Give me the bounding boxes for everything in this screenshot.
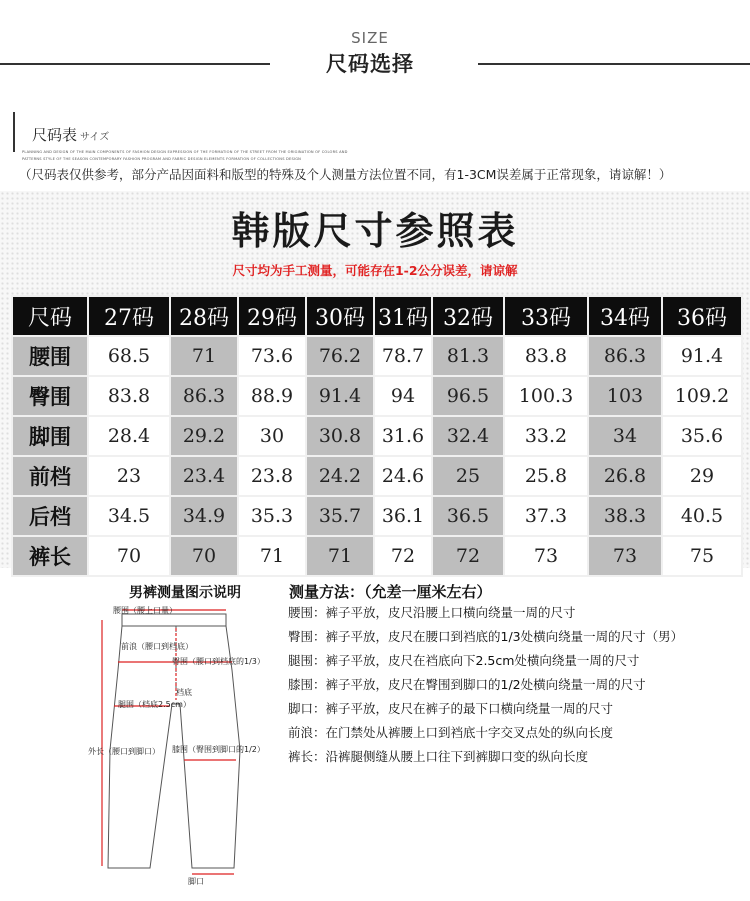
table-row [12, 456, 742, 496]
table-cell: 32.4 [432, 416, 504, 456]
diagram-title: 男裤测量图示说明 [129, 585, 241, 601]
chart-title: 韩版尺寸参照表 [231, 209, 519, 253]
label-knee: 膝围（臀围到脚口的1/2） [172, 745, 265, 754]
table-cell: 28.4 [88, 416, 170, 456]
table-row [12, 376, 742, 416]
table-cell: 29.2 [170, 416, 238, 456]
method-line: 臀围：裤子平放，皮尺在腰口到裆底的1/3处横向绕量一周的尺寸（男） [288, 629, 684, 644]
table-cell: 100.3 [504, 376, 588, 416]
method-line: 膝围：裤子平放，皮尺在臀围到脚口的1/2处横向绕量一周的尺寸 [288, 677, 646, 692]
table-cell: 34 [588, 416, 662, 456]
table-cell: 23.4 [170, 456, 238, 496]
fine-print-line-1: PLANNING AND DESIGN OF THE MAIN COMPONENTS OF FASHION DESIGN EXPRESSION OF THE FORMATION OF THE STREET FROM THE ORIGINATION OF COLORS AND [22, 150, 348, 154]
row-label: 臀围 [12, 376, 88, 416]
table-cell: 38.3 [588, 496, 662, 536]
table-cell: 29 [662, 456, 742, 496]
table-cell: 78.7 [374, 336, 432, 376]
size-header: 29码 [238, 296, 306, 336]
table-row [12, 496, 742, 536]
table-cell: 73 [504, 536, 588, 576]
label-outseam: 外长（腰口到脚口） [88, 747, 160, 756]
label-thigh: 腿围（档底2.5cm） [118, 700, 191, 709]
label-hem: 脚口 [188, 877, 204, 886]
row-label: 后档 [12, 496, 88, 536]
method-line: 裤长：沿裤腿侧缝从腰上口往下到裤脚口变的纵向长度 [288, 749, 589, 764]
row-label: 前档 [12, 456, 88, 496]
label-crotch: 档底 [176, 688, 192, 697]
table-cell: 109.2 [662, 376, 742, 416]
disclaimer-text: （尺码表仅供参考，部分产品因面料和版型的特殊及个人测量方法位置不同，有1-3CM误差属于正常现象，请谅解！） [19, 167, 672, 182]
fine-print-line-2: PATTERNS STYLE OF THE SEASON CONTEMPORARY FASHION PROGRAM AND FABRIC DESIGN ELEMENTS FORMATION OF COLLECTIONS DESIGN [22, 157, 302, 161]
label-waist: 腰围（腰上口量） [113, 606, 177, 615]
table-row [12, 416, 742, 456]
table-cell: 73 [588, 536, 662, 576]
table-cell: 91.4 [662, 336, 742, 376]
table-row [12, 336, 742, 376]
table-cell: 34.9 [170, 496, 238, 536]
table-cell: 23 [88, 456, 170, 496]
table-cell: 86.3 [588, 336, 662, 376]
size-header: 28码 [170, 296, 238, 336]
note-title-small: サイズ [80, 132, 110, 143]
size-header: 27码 [88, 296, 170, 336]
table-cell: 68.5 [88, 336, 170, 376]
table-cell: 73.6 [238, 336, 306, 376]
table-corner-header: 尺码 [12, 296, 88, 336]
section-title: 尺码选择 [326, 52, 414, 76]
note-title [32, 124, 109, 145]
table-cell: 83.8 [88, 376, 170, 416]
row-label: 裤长 [12, 536, 88, 576]
table-cell: 23.8 [238, 456, 306, 496]
size-header: 31码 [374, 296, 432, 336]
size-header: 32码 [432, 296, 504, 336]
table-cell: 75 [662, 536, 742, 576]
label-front-rise: 前浪（腰口到档底） [121, 642, 193, 651]
label-hip: 臀围（腰口到档底的1/3） [172, 657, 265, 666]
row-label: 脚围 [12, 416, 88, 456]
note-accent-bar [13, 112, 15, 152]
table-cell: 24.6 [374, 456, 432, 496]
section-title-en: SIZE [351, 29, 389, 47]
table-cell: 96.5 [432, 376, 504, 416]
table-cell: 72 [432, 536, 504, 576]
table-cell: 71 [170, 336, 238, 376]
table-cell: 36.5 [432, 496, 504, 536]
table-cell: 88.9 [238, 376, 306, 416]
method-line: 腰围：裤子平放，皮尺沿腰上口横向绕量一周的尺寸 [288, 605, 576, 620]
table-cell: 30 [238, 416, 306, 456]
table-cell: 34.5 [88, 496, 170, 536]
table-cell: 25.8 [504, 456, 588, 496]
table-cell: 71 [306, 536, 374, 576]
table-cell: 83.8 [504, 336, 588, 376]
table-cell: 72 [374, 536, 432, 576]
table-cell: 35.7 [306, 496, 374, 536]
table-cell: 76.2 [306, 336, 374, 376]
table-cell: 31.6 [374, 416, 432, 456]
table-cell: 37.3 [504, 496, 588, 536]
method-line: 前浪：在门禁处从裤腰上口到裆底十字交叉点处的纵向长度 [288, 725, 614, 740]
table-cell: 81.3 [432, 336, 504, 376]
size-header: 33码 [504, 296, 588, 336]
size-header: 36码 [662, 296, 742, 336]
table-cell: 103 [588, 376, 662, 416]
size-header: 30码 [306, 296, 374, 336]
note-title-text: 尺码表 [32, 126, 78, 144]
table-cell: 40.5 [662, 496, 742, 536]
table-cell: 86.3 [170, 376, 238, 416]
table-cell: 36.1 [374, 496, 432, 536]
size-table [11, 295, 743, 577]
table-cell: 26.8 [588, 456, 662, 496]
chart-subtitle: 尺寸均为手工测量，可能存在1-2公分误差，请谅解 [232, 263, 518, 278]
method-title: 测量方法：（允差一厘米左右） [289, 583, 492, 601]
table-cell: 71 [238, 536, 306, 576]
table-header-row [12, 296, 742, 336]
header-divider-right [478, 63, 750, 65]
table-cell: 24.2 [306, 456, 374, 496]
header-divider-left [0, 63, 270, 65]
row-label: 腰围 [12, 336, 88, 376]
table-cell: 30.8 [306, 416, 374, 456]
table-cell: 35.3 [238, 496, 306, 536]
table-cell: 25 [432, 456, 504, 496]
table-cell: 70 [170, 536, 238, 576]
table-cell: 33.2 [504, 416, 588, 456]
table-cell: 94 [374, 376, 432, 416]
method-line: 腿围：裤子平放，皮尺在裆底向下2.5cm处横向绕量一周的尺寸 [288, 653, 640, 668]
table-row [12, 536, 742, 576]
table-cell: 91.4 [306, 376, 374, 416]
table-cell: 70 [88, 536, 170, 576]
table-cell: 35.6 [662, 416, 742, 456]
size-header: 34码 [588, 296, 662, 336]
method-line: 脚口：裤子平放，皮尺在裤子的最下口横向绕量一周的尺寸 [288, 701, 614, 716]
